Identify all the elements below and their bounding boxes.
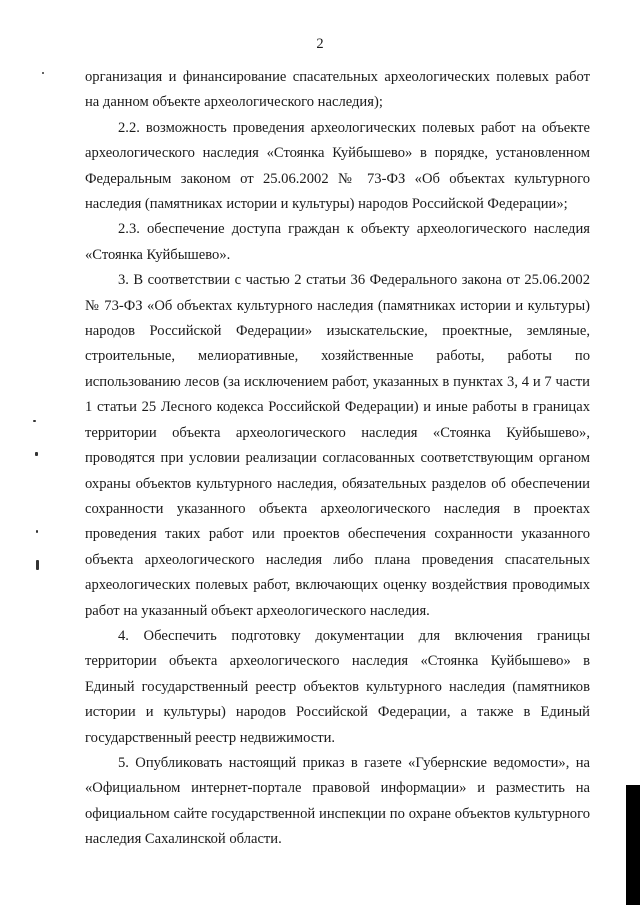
scan-speck xyxy=(33,420,36,422)
paragraph-2-3: 2.3. обеспечение доступа граждан к объекту археологического наследия «Стоянка Куйбышево». xyxy=(85,221,590,263)
scan-speck xyxy=(42,72,44,74)
page-number: 2 xyxy=(316,36,324,52)
paragraph-2-2: 2.2. возможность проведения археологических полевых работ на объекте археологического наследия «Стоянка Куйбышево» в порядке, установленном Федеральным законом от 25.06.2002 № 73-ФЗ «Об объектах культурного наследия (памятниках истории и культуры) народов Российской Федерации»; xyxy=(85,119,590,213)
scan-edge-bar xyxy=(626,785,640,905)
scan-speck xyxy=(36,530,38,533)
paragraph-3: 3. В соответствии с частью 2 статьи 36 Федерального закона от 25.06.2002 № 73-ФЗ «Об объектах культурного наследия (памятниках истории и культуры) народов Российской Федерации» изыскательские, проектные, земляные, строительные, мелиоративные, хозяйственные работы, работы по использованию лесов (за исключением работ, указанных в пунктах 3, 4 и 7 части 1 статьи 25 Лесного кодекса Российской Федерации) и иные работы в границах территории объекта археологического наследия «Стоянка Куйбышево», проводятся при условии реализации согласованных соответствующим органом охраны объектов культурного наследия, обязательных разделов об обеспечении сохранности указанного объекта археологического наследия в проектах проведения таких работ или проектов обеспечения сохранности указанного объекта археологического наследия либо плана проведения спасательных археологических полевых работ, включающих оценку воздействия проводимых работ на указанный объект археологического наследия. xyxy=(85,272,590,619)
paragraph-5: 5. Опубликовать настоящий приказ в газете «Губернские ведомости», на «Официальном интернет-портале правовой информации» и разместить на официальном сайте государственной инспекции по охране объектов культурного наследия Сахалинской области. xyxy=(85,754,590,848)
document-body xyxy=(85,65,590,853)
scan-speck xyxy=(35,452,38,456)
paragraph-4: 4. Обеспечить подготовку документации для включения границы территории объекта археологического наследия «Стоянка Куйбышево» в Единый государственный реестр объектов культурного наследия (памятников истории и культуры) народов Российской Федерации, а также в Единый государственный реестр недвижимости. xyxy=(85,627,590,746)
paragraph-continuation: организация и финансирование спасательных археологических полевых работ на данном объекте археологического наследия); xyxy=(85,69,590,111)
scan-speck xyxy=(36,560,39,570)
